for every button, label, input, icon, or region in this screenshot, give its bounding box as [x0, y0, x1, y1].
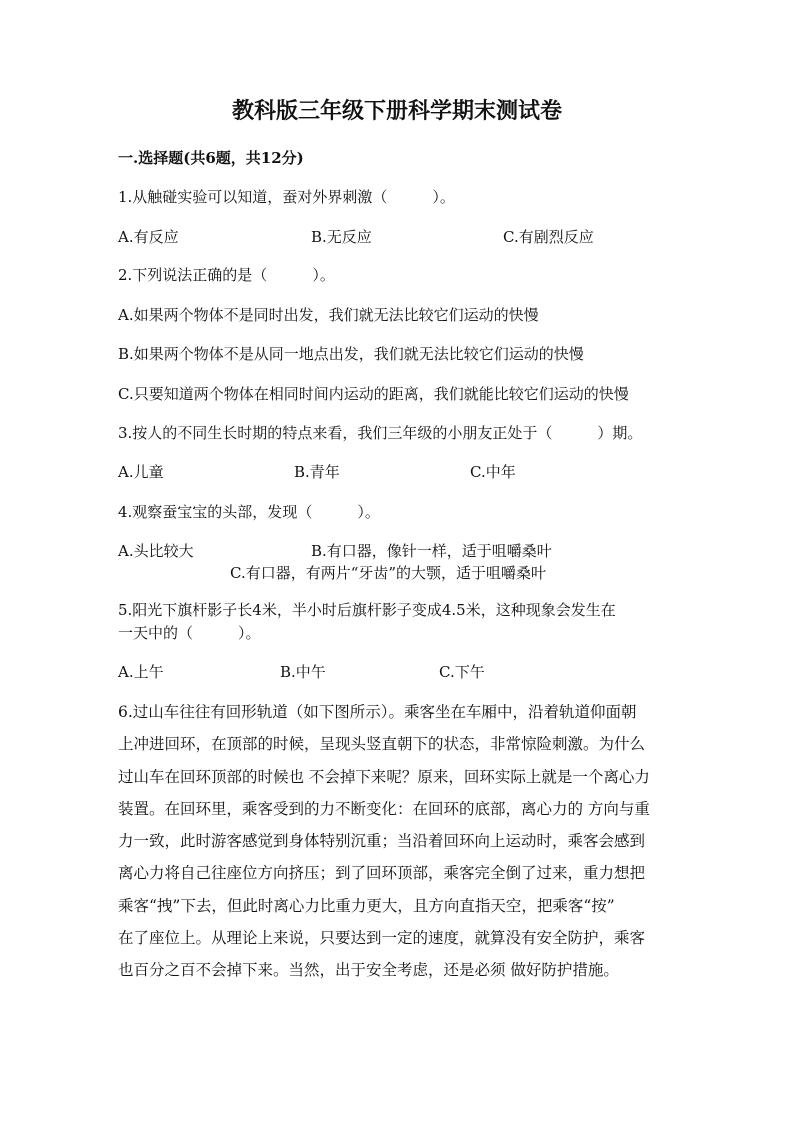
question-5-option-c: C.下午 — [439, 663, 485, 681]
passage-line: 上冲进回环，在顶部的时候，呈现头竖直朝下的状态，非常惊险刺激。为什么 — [118, 735, 646, 754]
question-2-option-a: A.如果两个物体不是同时出发，我们就无法比较它们运动的快慢 — [118, 306, 539, 324]
passage-line: 在了座位上。从理论上来说，只要达到一定的速度，就算没有安全防护，乘客 — [118, 929, 646, 948]
question-2-stem: 2.下列说法正确的是（ ）。 — [118, 266, 335, 284]
question-6-passage — [118, 696, 678, 987]
passage-line: 6.过山车往往有回形轨道（如下图所示）。乘客坐在车厢中，沿着轨道仰面朝 — [118, 703, 637, 721]
question-4-option-c: C.有口器，有两片“牙齿”的大颚，适于咀嚼桑叶 — [230, 564, 547, 582]
question-5-stem-line-2: 一天中的（ ）。 — [118, 624, 261, 642]
passage-line: 也百分之百不会掉下来。当然，出于安全考虑，还是必须 做好防护措施。 — [118, 961, 619, 980]
question-5-stem-line-1: 5.阳光下旗杆影子长4米，半小时后旗杆影子变成4.5米，这种现象会发生在 — [118, 601, 616, 619]
question-3-stem: 3.按人的不同生长时期的特点来看，我们三年级的小朋友正处于（ ）期。 — [118, 424, 643, 442]
question-1-option-b: B.无反应 — [311, 228, 372, 246]
question-5-option-a: A.上午 — [118, 663, 164, 681]
question-4-option-a: A.头比较大 — [118, 542, 194, 560]
passage-line: 力一致，此时游客感觉到身体特别沉重；当沿着回环向上运动时，乘客会感到 — [118, 832, 646, 851]
passage-line: 过山车在回环顶部的时候也 不会掉下来呢？原来，回环实际上就是一个离心力 — [118, 767, 650, 786]
question-3-option-c: C.中年 — [470, 463, 516, 481]
page-title: 教科版三年级下册科学期末测试卷 — [231, 98, 562, 124]
section-heading: 一.选择题(共6题，共12分) — [118, 149, 304, 167]
question-1-option-a: A.有反应 — [118, 228, 179, 246]
question-4-option-b: B.有口器，像针一样，适于咀嚼桑叶 — [311, 542, 552, 560]
question-4-stem: 4.观察蚕宝宝的头部，发现（ ）。 — [118, 503, 380, 521]
question-1-option-c: C.有剧烈反应 — [503, 228, 594, 246]
question-3-option-b: B.青年 — [294, 463, 340, 481]
question-2-option-b: B.如果两个物体不是从同一地点出发，我们就无法比较它们运动的快慢 — [118, 345, 584, 363]
passage-line: 乘客“拽”下去，但此时离心力比重力更大，且方向直指天空，把乘客“按” — [118, 896, 615, 915]
question-3-option-a: A.儿童 — [118, 463, 164, 481]
passage-line: 装置。在回环里，乘客受到的力不断变化：在回环的底部，离心力的 方向与重 — [118, 799, 650, 818]
question-2-option-c: C.只要知道两个物体在相同时间内运动的距离，我们就能比较它们运动的快慢 — [118, 385, 629, 403]
question-1-stem: 1.从触碰实验可以知道，蚕对外界刺激（ ）。 — [118, 188, 455, 206]
passage-line: 离心力将自己往座位方向挤压；到了回环顶部，乘客完全倒了过来，重力想把 — [118, 864, 646, 883]
question-5-option-b: B.中午 — [280, 663, 326, 681]
